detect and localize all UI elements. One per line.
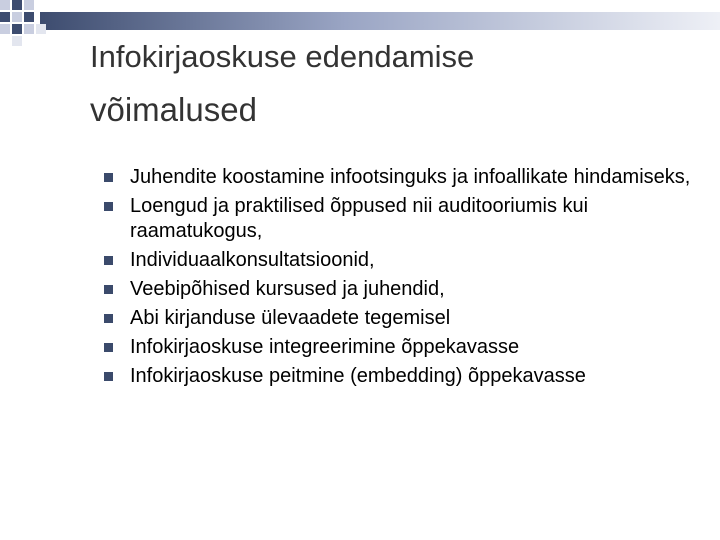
list-item-text: Infokirjaoskuse integreerimine õppekavasse — [130, 336, 520, 358]
header-gradient-bar — [40, 12, 720, 30]
list-item-text: Individuaalkonsultatsioonid, — [130, 249, 375, 271]
list-item-text: Veebipõhised kursused ja juhendid, — [130, 278, 445, 300]
list-item-text: Juhendite koostamine infootsinguks ja infoallikate hindamiseks, — [130, 166, 691, 188]
list-item — [104, 248, 694, 273]
list-item-text: Loengud ja praktilised õppused nii auditooriumis kui raamatukogus, — [130, 195, 589, 242]
list-item — [104, 364, 694, 389]
square-bullet-icon — [104, 202, 113, 211]
list-item-text: Infokirjaoskuse peitmine (embedding) õppekavasse — [130, 365, 586, 387]
slide-title — [90, 38, 690, 130]
square-bullet-icon — [104, 343, 113, 352]
list-item — [104, 194, 694, 244]
list-item-text: Abi kirjanduse ülevaadete tegemisel — [130, 307, 451, 329]
square-bullet-icon — [104, 173, 113, 182]
list-item — [104, 335, 694, 360]
square-bullet-icon — [104, 372, 113, 381]
title-line-1: Infokirjaoskuse edendamise — [90, 39, 475, 74]
square-bullet-icon — [104, 314, 113, 323]
list-item — [104, 165, 694, 190]
list-item — [104, 306, 694, 331]
header-squares — [0, 0, 46, 46]
list-item — [104, 277, 694, 302]
square-bullet-icon — [104, 256, 113, 265]
bullet-list — [104, 165, 694, 393]
square-bullet-icon — [104, 285, 113, 294]
title-line-2: võimalused — [90, 90, 257, 128]
